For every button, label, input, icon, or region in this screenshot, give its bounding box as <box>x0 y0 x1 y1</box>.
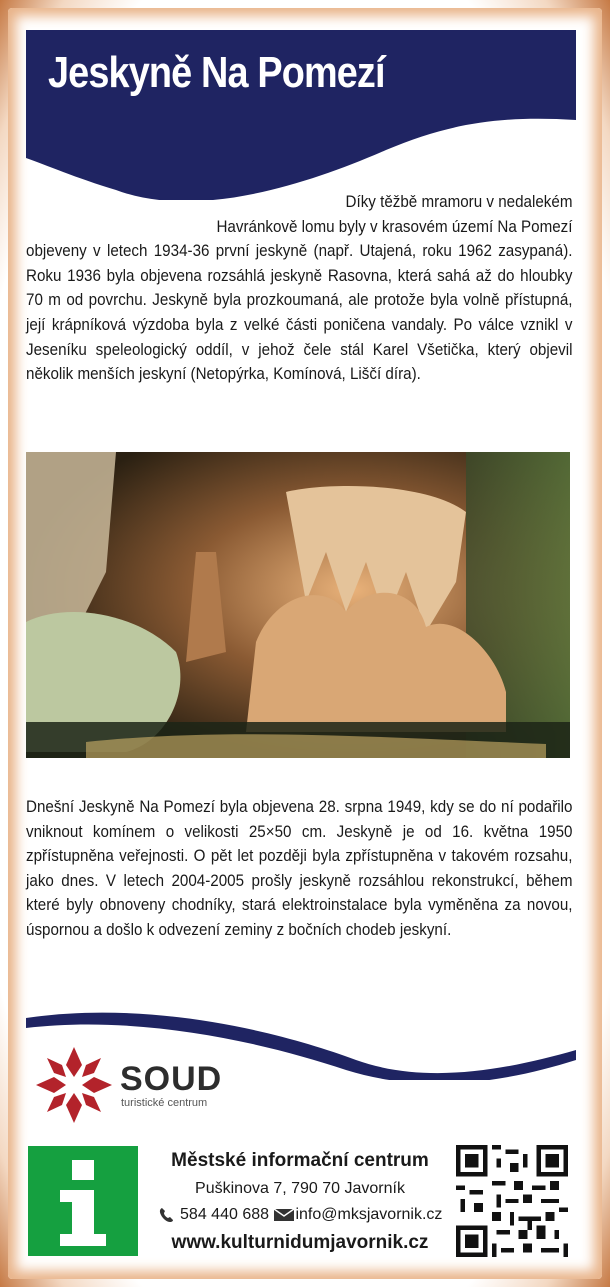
contact-address: Puškinova 7, 790 70 Javorník <box>195 1180 405 1197</box>
intro-line-1: Díky těžbě mramoru v nedalekém <box>345 193 573 211</box>
email-icon <box>273 1207 295 1223</box>
contact-phone-email <box>140 1206 460 1224</box>
info-icon-box <box>28 1146 138 1256</box>
phone-icon <box>158 1206 176 1224</box>
page-title: Jeskyně Na Pomezí <box>48 48 385 97</box>
qr-code <box>456 1145 568 1257</box>
intro-line-2: Havránkově lomu byly v krasovém území Na Pomezí <box>216 217 573 236</box>
contact-website[interactable]: www.kulturnidumjavornik.cz <box>171 1232 429 1253</box>
contact-phone[interactable]: 584 440 688 <box>180 1206 270 1224</box>
contact-title: Městské informační centrum <box>171 1150 429 1171</box>
logo-name: SOUD <box>120 1060 223 1098</box>
info-icon <box>28 1146 138 1256</box>
intro-paragraph <box>26 190 572 387</box>
history-paragraph: Dnešní Jeskyně Na Pomezí byla objevena 28. srpna 1949, kdy se do ní podařilo vniknout komínem o velikosti 25×50 cm. Jeskyně je od 16. května 1950 zpřístupněna veřejnosti. O pět let později byla zpřístupněna v takovém rozsahu, jako dnes. V letech 2004-2005 prošly jeskyně rozsáhlou rekonstrukcí, během které byly obnoveny chodníky, stará elektroinstalace byla vyměněna za novou, úspornou a došlo k odvezení zeminy z bočních chodeb jeskyní. <box>26 798 573 939</box>
logo-subtitle: turistické centrum <box>121 1097 208 1109</box>
contact-email[interactable]: info@mksjavornik.cz <box>295 1206 443 1224</box>
cave-photo <box>26 452 570 758</box>
intro-body: objeveny v letech 1934-36 první jeskyně (např. Utajená, roku 1962 zasypaná). Roku 1936 byla objevena rozsáhlá jeskyně Rasovna, která sahá až do hloubky 70 m od povrchu. Jeskyně byla prozkoumaná, ale protože byla volně přístupná, její krápníková výzdoba byla z velké části poničena vandaly. Po válce vznikl v Jeseníku speleologický oddíl, v jehož čele stál Karel Všetička, který objevil několik menších jeskyní (Netopýrka, Komínová, Liščí díra). <box>26 242 573 384</box>
